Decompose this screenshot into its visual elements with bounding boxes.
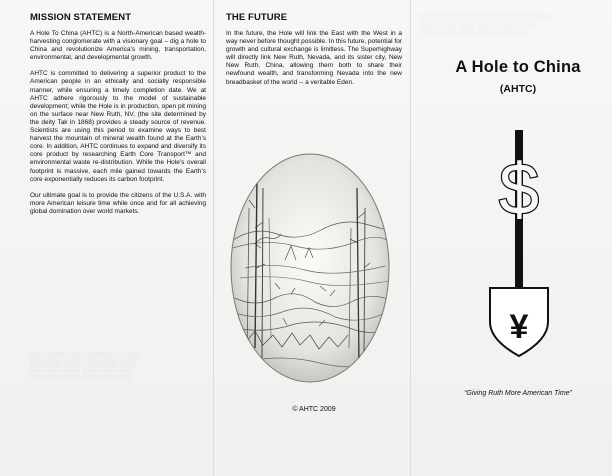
fold-line-right (410, 0, 411, 476)
bleed-through-text-lower: ░░░░ ░░░░░ ░░░ ░░░░░░ ░░░ ░░░ ░░░ ░░░░ ░░░░░ ░░░ ░░░░ ░░░░ ░░░░ ░░░ ░░░░ ░░░░░ ░░░ ░░░ ░░░ ░░░░░ ░░░ ░░░░ ░░░░░ ░░ (30, 352, 141, 381)
brochure-subtitle: (AHTC) (499, 83, 537, 95)
shovel-logo (478, 126, 560, 360)
future-heading: THE FUTURE (226, 12, 288, 23)
landscape-oval-illustration (225, 148, 395, 388)
mission-paragraph-3: Our ultimate goal is to provide the citizens of the U.S.A. with more American leisure time while once and for all achieving global domination over world markets. (30, 191, 206, 215)
mission-heading: MISSION STATEMENT (30, 12, 132, 23)
yen-sign-icon: ¥ (509, 308, 529, 346)
future-paragraph: In the future, the Hole will link the East with the West in a way never before thought possible. In this future, potential for growth and cultural exchange is limitless. The Superhighway will directly link New Ruth, Nevada, and its sister city, New New Ruth, China, allowing them both to share their newfound wealth, and transforming Nevada into the new breadbasket of the world -- a veritable Eden. (226, 30, 402, 86)
slogan-text: “Giving Ruth More American Time” (464, 390, 572, 397)
future-panel (226, 12, 402, 95)
bleed-through-text: ░░░░ ░░░░░░ ░░░ ░░░░░ ░░░░ ░░░ ░░░ ░░░░░ ░░░ ░░░░ ░░░░░░ ░░░ ░░░░ ░░░ ░░░░░ ░░░░ ░░░ ░░░░░░ ░░ (420, 14, 550, 36)
mission-panel (30, 12, 206, 224)
copyright-text: © AHTC 2009 (292, 406, 336, 413)
fold-line-left (213, 0, 214, 476)
dollar-sign-icon: $ (498, 150, 540, 230)
brochure-title: A Hole to China (455, 58, 581, 76)
mission-paragraph-1: A Hole To China (AHTC) is a North-American based wealth-harvesting conglomerate with a visionary goal – dig a hole to China and revolutionize America’s mining, transportation, environmental, and developmental growth. (30, 30, 206, 62)
mission-paragraph-2: AHTC is committed to delivering a superior product to the American people in an ethically and socially responsible manner, while ensuring a timely completion date. We at AHTC adhere rigorously to the model of sustainable development; while the Hole is in production, open pit mining on the surface near New Ruth, NV, (the site determined by the deity Tak in 1868) provides a steady source of revenue. Scientists are using this period to examine ways to best harvest the mountain of mineral wealth found at the Earth’s core. In addition, AHTC continues to expand and diversify its core product by researching Earth Core Transport™ and environmental waste re-distribution. While the Hole’s overall footprint is massive, each mile gained towards the Earth’s core exponentially reduces its carbon footprint. (30, 70, 206, 183)
